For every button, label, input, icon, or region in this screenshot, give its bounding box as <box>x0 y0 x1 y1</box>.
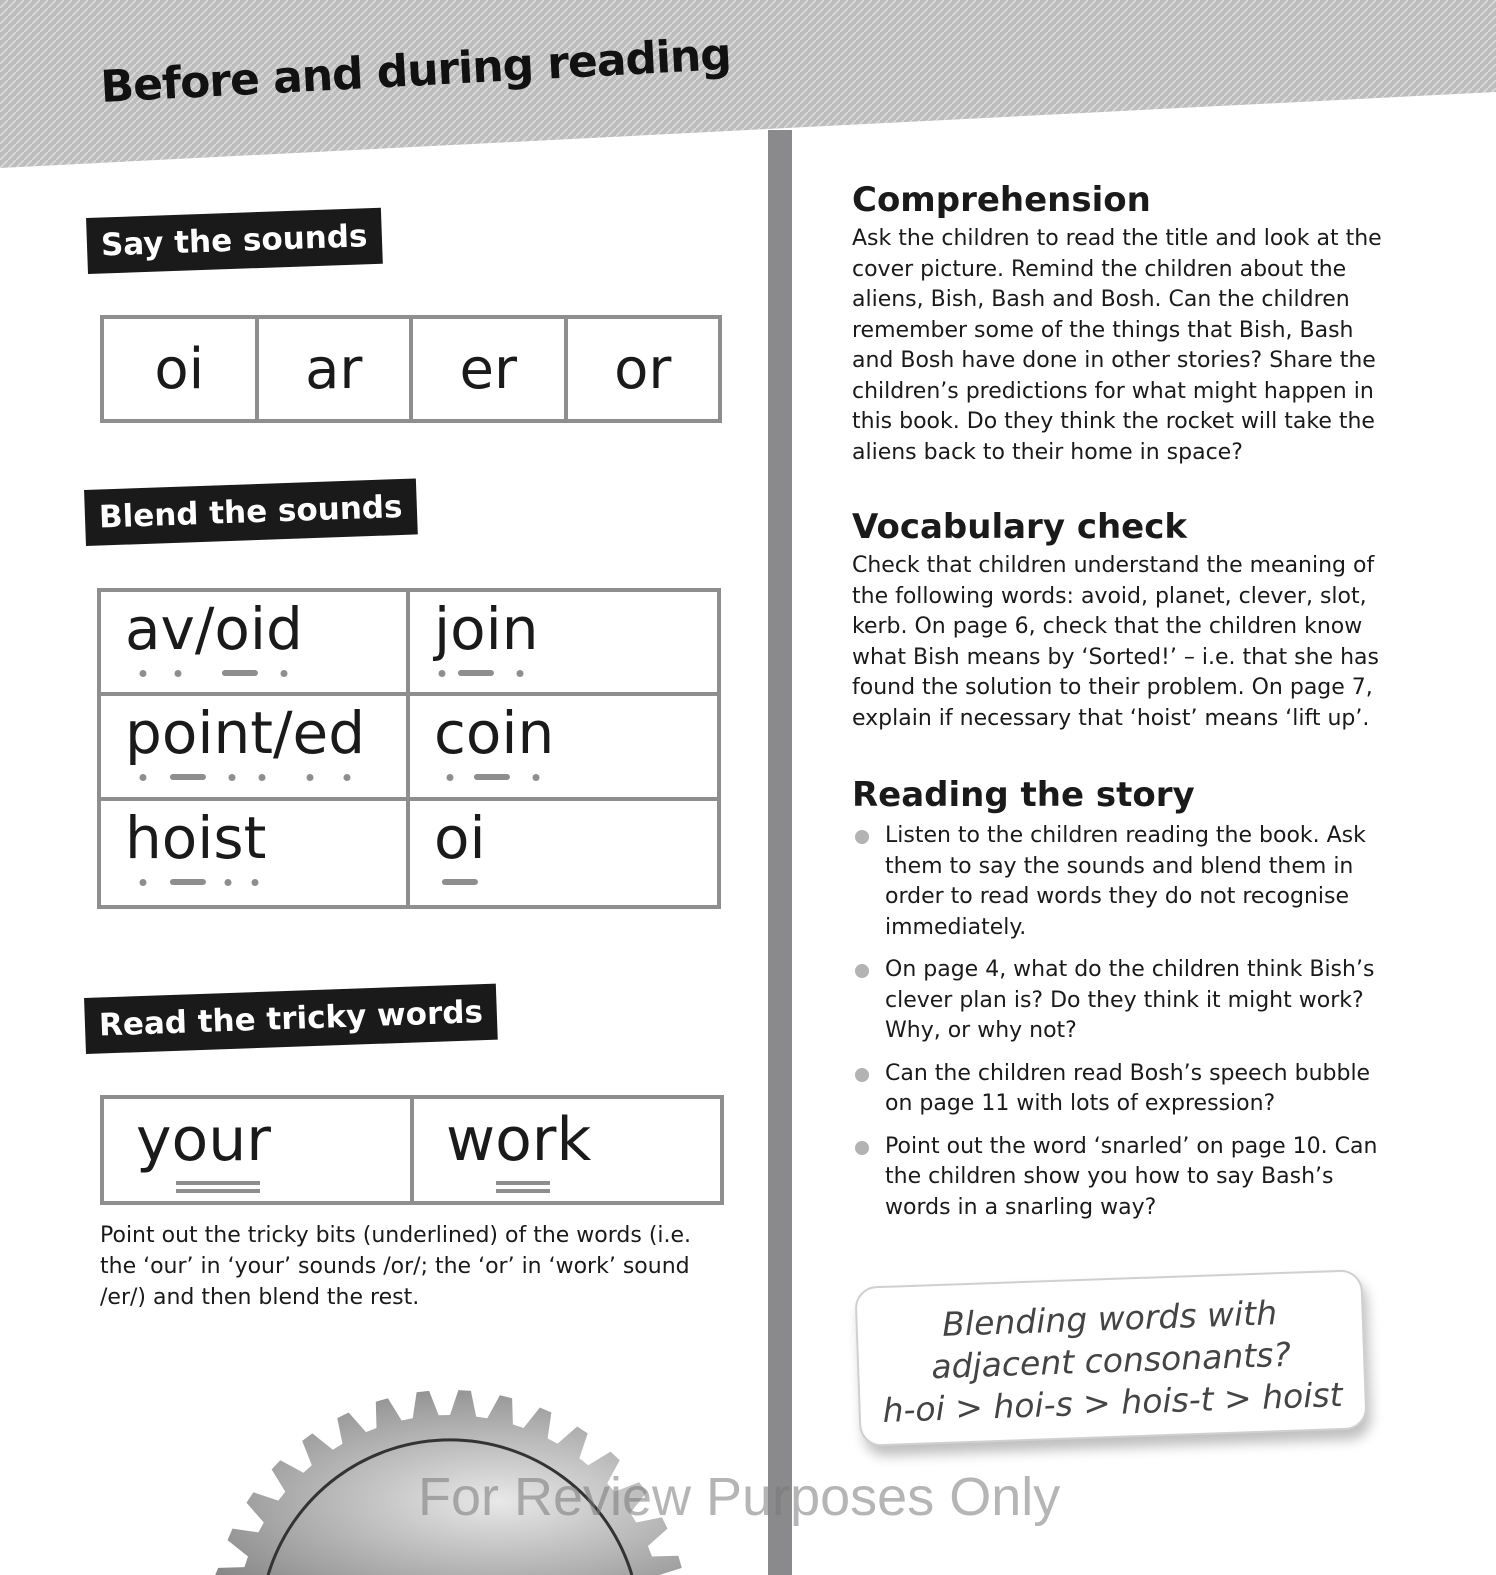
blending-callout <box>854 1269 1367 1447</box>
blend-word-cell <box>410 801 717 905</box>
list-item <box>852 1059 1392 1120</box>
bullet-icon <box>855 964 869 978</box>
tricky-word: work <box>446 1105 592 1175</box>
blend-word-cell <box>410 592 717 696</box>
tricky-word-cell <box>414 1099 720 1201</box>
tricky-word: your <box>136 1105 271 1175</box>
grapheme: c <box>434 698 466 768</box>
callout-line: Blending words with <box>941 1293 1278 1344</box>
say-sounds-label: Say the sounds <box>86 208 382 274</box>
comprehension-section <box>852 178 1392 468</box>
callout-line: adjacent consonants? <box>930 1334 1292 1387</box>
blend-word-cell <box>410 696 717 800</box>
blend-word-cell <box>101 696 410 800</box>
grapheme: / <box>272 699 293 768</box>
sound-dot-marker <box>343 774 350 781</box>
grapheme: oi <box>434 803 486 873</box>
watermark: For Review Purposes Only <box>418 1467 1061 1527</box>
reading-heading: Reading the story <box>852 775 1195 815</box>
grapheme: j <box>434 594 450 664</box>
grapheme: oi <box>162 698 214 768</box>
sounds-grid <box>100 315 722 423</box>
grapheme: oi <box>450 594 502 664</box>
grapheme: t <box>250 698 273 768</box>
sound-dot-marker <box>140 774 147 781</box>
sound-dot-marker <box>174 670 181 677</box>
sound-dot-marker <box>258 774 265 781</box>
digraph-dash-marker <box>442 879 478 885</box>
tricky-words-grid <box>100 1095 724 1205</box>
list-item-text: On page 4, what do the children think Bish’s clever plan is? Do they think it might work? Why, or why not? <box>885 957 1375 1043</box>
sound-dot-marker <box>439 670 446 677</box>
digraph-dash-marker <box>170 879 206 885</box>
sound-cell: or <box>614 336 672 402</box>
sound-dot-marker <box>139 670 146 677</box>
sound-dot-marker <box>225 879 232 886</box>
sound-dot-marker <box>517 670 524 677</box>
comprehension-heading: Comprehension <box>852 180 1151 220</box>
page-title: Before and during reading <box>99 29 732 113</box>
digraph-dash-marker <box>222 670 258 676</box>
list-item <box>852 1132 1392 1224</box>
grapheme: d <box>328 698 365 768</box>
sound-dot-marker <box>446 774 453 781</box>
column-divider <box>768 130 792 1575</box>
blend-grid <box>97 588 721 909</box>
grapheme: d <box>266 594 303 664</box>
reading-section <box>852 773 1392 1235</box>
list-item-text: Point out the word ‘snarled’ on page 10. Can the children show you how to say Bash’s words in a snarling way? <box>885 1133 1378 1220</box>
grapheme: t <box>244 803 267 873</box>
list-item <box>852 821 1392 943</box>
tricky-word-cell <box>104 1099 414 1201</box>
tricky-words-label: Read the tricky words <box>84 984 498 1054</box>
tricky-underline <box>176 1181 260 1193</box>
grapheme: a <box>125 594 161 664</box>
blend-word-cell <box>101 592 410 696</box>
vocabulary-heading: Vocabulary check <box>852 507 1188 547</box>
grapheme: oi <box>214 594 266 664</box>
grapheme: / <box>194 595 215 663</box>
tricky-words-note: Point out the tricky bits (underlined) of the words (i.e. the ‘our’ in ‘your’ sounds /or/; the ‘or’ in ‘work’ sound /er/) and then blend the rest. <box>100 1223 692 1310</box>
grapheme: n <box>213 698 250 768</box>
grapheme: h <box>125 803 162 873</box>
sound-dot-marker <box>251 879 258 886</box>
vocabulary-section <box>852 505 1392 734</box>
sound-cell: ar <box>259 319 414 419</box>
tricky-underline <box>496 1181 550 1193</box>
digraph-dash-marker <box>474 774 510 780</box>
sound-dot-marker <box>228 774 235 781</box>
grapheme: s <box>213 803 243 873</box>
blend-word-cell <box>101 801 410 905</box>
comprehension-text: Ask the children to read the title and look at the cover picture. Remind the children about the aliens, Bish, Bash and Bosh. Can the children remember some of the things that Bish, Bash and Bosh have done in other stories? Share the children’s predictions for what might happen in this book. Do they think the rocket will take the aliens back to their home in space? <box>852 226 1382 465</box>
list-item <box>852 955 1392 1047</box>
grapheme: v <box>161 594 195 664</box>
grapheme: e <box>293 698 329 768</box>
sound-dot-marker <box>307 774 314 781</box>
list-item-text: Can the children read Bosh’s speech bubble on page 11 with lots of expression? <box>885 1060 1371 1116</box>
grapheme: n <box>518 698 555 768</box>
bullet-icon <box>855 1068 869 1082</box>
digraph-dash-marker <box>170 774 206 780</box>
grapheme: oi <box>162 803 214 873</box>
sound-dot-marker <box>532 774 539 781</box>
vocabulary-text: Check that children understand the meaning of the following words: avoid, planet, clever, slot, kerb. On page 6, check that the children know what Bish means by ‘Sorted!’ – i.e. that she has found the solution to their problem. On page 7, explain if necessary that ‘hoist’ means ‘lift up’. <box>852 553 1379 731</box>
grapheme: oi <box>466 698 518 768</box>
blend-sounds-label: Blend the sounds <box>84 478 417 546</box>
sound-cell: oi <box>104 319 259 419</box>
grapheme: p <box>125 698 162 768</box>
sound-cell: er <box>413 319 568 419</box>
reading-list <box>852 821 1392 1223</box>
list-item-text: Listen to the children reading the book. Ask them to say the sounds and blend them in order to read words they do not recognise immediately. <box>885 823 1366 940</box>
bullet-icon <box>855 1141 869 1155</box>
digraph-dash-marker <box>458 670 494 676</box>
sound-dot-marker <box>281 670 288 677</box>
bullet-icon <box>855 830 869 844</box>
callout-line: h-oi > hoi-s > hois-t > hoist <box>881 1374 1344 1430</box>
sound-dot-marker <box>140 879 147 886</box>
grapheme: n <box>502 594 539 664</box>
